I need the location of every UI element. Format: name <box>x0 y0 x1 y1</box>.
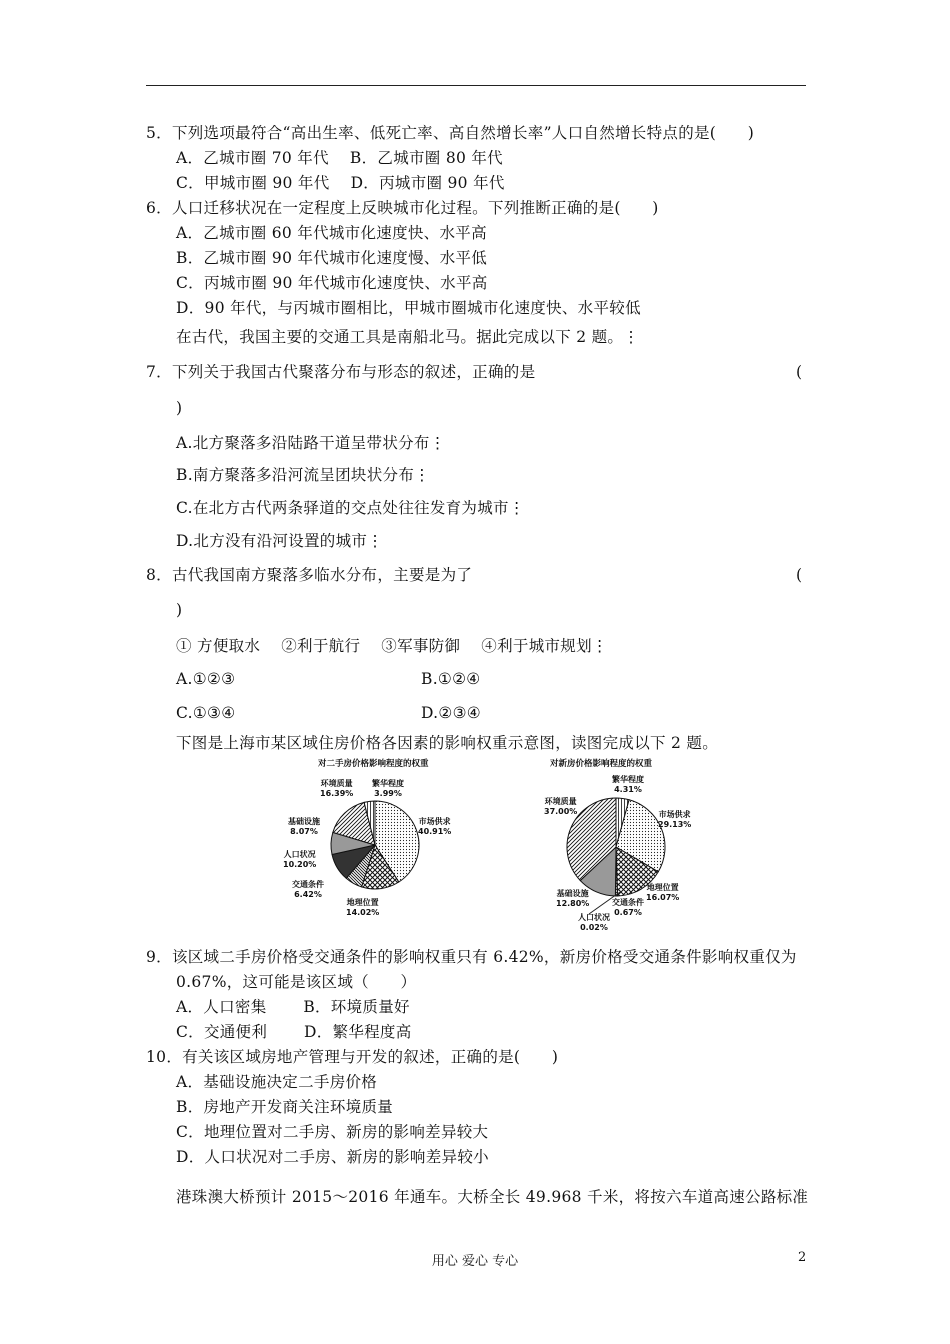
chart-title: 对二手房价格影响程度的权重 <box>318 759 429 769</box>
slice-label: 基础设施 12.80% <box>556 889 590 908</box>
slice-label: 人口状况 10.20% <box>283 850 317 869</box>
slice-label: 市场供求 40.91% <box>418 817 452 836</box>
question-5-options-ab: A．乙城市圈 70 年代 B．乙城市圈 80 年代 <box>176 149 503 167</box>
question-7-option-d: D.北方没有沿河设置的城市⋮ <box>176 532 384 550</box>
question-5: 5．下列选项最符合“高出生率、低死亡率、高自然增长率”人口自然增长特点的是( ) <box>146 124 755 142</box>
slice-label: 繁华程度 4.31% <box>612 775 644 794</box>
question-8-paren-open: ( <box>796 566 803 584</box>
leader-line <box>585 890 635 920</box>
question-9-options-cd: C．交通便利 D．繁华程度高 <box>176 1023 412 1041</box>
question-6-option-b: B．乙城市圈 90 年代城市化速度慢、水平低 <box>176 249 488 267</box>
question-7-paren-close: ) <box>176 399 183 417</box>
question-9: 9．该区域二手房价格受交通条件的影响权重只有 6.42%，新房价格受交通条件影响权重仅为 <box>146 948 797 966</box>
question-6-option-d: D．90 年代，与丙城市圈相比，甲城市圈城市化速度快、水平较低 <box>176 299 641 317</box>
header-rule <box>146 85 806 86</box>
intro-questions-7-8: 在古代，我国主要的交通工具是南船北马。据此完成以下 2 题。⋮ <box>176 328 640 346</box>
question-8-option-a: A.①②③ <box>176 670 236 688</box>
question-7: 7．下列关于我国古代聚落分布与形态的叙述，正确的是 <box>146 363 536 381</box>
chart-title: 对新房价格影响程度的权重 <box>550 759 653 769</box>
question-8-paren-close: ) <box>176 601 183 619</box>
question-10-option-a: A．基础设施决定二手房价格 <box>176 1073 378 1091</box>
question-10: 10．有关该区域房地产管理与开发的叙述，正确的是( ) <box>146 1048 559 1066</box>
pie-chart-svg <box>330 800 420 890</box>
question-8-option-c: C.①③④ <box>176 704 236 722</box>
slice-label: 环境质量 16.39% <box>320 779 354 798</box>
question-8: 8．古代我国南方聚落多临水分布，主要是为了 <box>146 566 473 584</box>
question-6-option-c: C．丙城市圈 90 年代城市化速度快、水平高 <box>176 274 488 292</box>
question-6: 6．人口迁移状况在一定程度上反映城市化过程。下列推断正确的是( ) <box>146 199 659 217</box>
slice-label: 交通条件 6.42% <box>292 880 324 899</box>
question-7-option-c: C.在北方古代两条驿道的交点处往往发育为城市⋮ <box>176 499 525 517</box>
slice-label: 地理位置 14.02% <box>346 898 380 917</box>
slice-label: 交通条件 0.67% <box>612 898 644 917</box>
intro-questions-9-10: 下图是上海市某区域住房价格各因素的影响权重示意图，读图完成以下 2 题。 <box>176 734 719 752</box>
slice-label: 环境质量 37.00% <box>544 797 578 816</box>
slice-label: 市场供求 29.13% <box>658 810 692 829</box>
question-7-paren-open: ( <box>796 363 803 381</box>
slice-label: 人口状况 0.02% <box>578 913 610 932</box>
question-8-statements: ① 方便取水 ②利于航行 ③军事防御 ④利于城市规划⋮ <box>176 637 608 655</box>
pie-chart-svg <box>566 797 666 897</box>
question-8-option-d: D.②③④ <box>421 704 481 722</box>
question-9-cont: 0.67%，这可能是该区域（ ） <box>176 973 417 991</box>
question-6-option-a: A．乙城市圈 60 年代城市化速度快、水平高 <box>176 224 487 242</box>
question-5-options-cd: C．甲城市圈 90 年代 D．丙城市圈 90 年代 <box>176 174 505 192</box>
question-9-options-ab: A．人口密集 B．环境质量好 <box>176 998 410 1016</box>
footer-text: 用心 爱心 专心 <box>431 1254 519 1269</box>
question-10-option-d: D．人口状况对二手房、新房的影响差异较小 <box>176 1148 489 1166</box>
slice-label: 基础设施 8.07% <box>288 817 320 836</box>
slice-label: 繁华程度 3.99% <box>372 779 404 798</box>
passage-line: 港珠澳大桥预计 2015～2016 年通车。大桥全长 49.968 千米，将按六车道高速公路标准 <box>176 1188 809 1206</box>
question-8-option-b: B.①②④ <box>421 670 481 688</box>
question-7-option-b: B.南方聚落多沿河流呈团块状分布⋮ <box>176 466 430 484</box>
slice-label: 地理位置 16.07% <box>646 883 680 902</box>
question-10-option-b: B．房地产开发商关注环境质量 <box>176 1098 394 1116</box>
question-10-option-c: C．地理位置对二手房、新房的影响差异较大 <box>176 1123 489 1141</box>
page-number: 2 <box>798 1250 807 1265</box>
question-7-option-a: A.北方聚落多沿陆路干道呈带状分布⋮ <box>176 434 446 452</box>
